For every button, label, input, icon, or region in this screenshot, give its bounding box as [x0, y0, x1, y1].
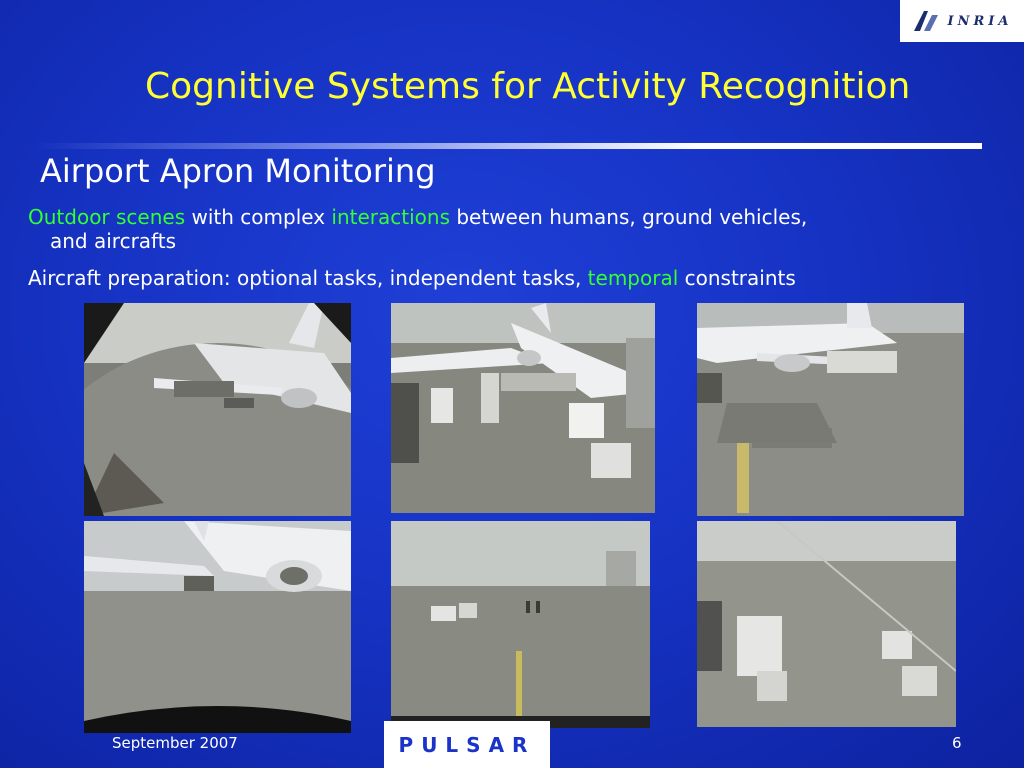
bullet1-text-c: and aircrafts	[50, 229, 177, 253]
highlight-outdoor-scenes: Outdoor scenes	[28, 205, 186, 229]
apron-photo-5	[391, 521, 650, 728]
apron-photo-3	[697, 303, 964, 516]
pulsar-logo: PULSAR	[384, 721, 550, 768]
apron-photo-6	[697, 521, 956, 727]
inria-logo	[900, 0, 1024, 42]
slide-subtitle: Airport Apron Monitoring	[40, 152, 436, 190]
bullet2-text-b: constraints	[678, 266, 796, 290]
title-divider	[36, 143, 982, 149]
page-number: 6	[952, 734, 962, 752]
bullet1-text-a: with complex	[185, 205, 332, 229]
highlight-interactions: interactions	[331, 205, 450, 229]
bullet-outdoor-scenes	[28, 205, 1013, 253]
apron-photo-4	[84, 521, 351, 733]
highlight-temporal: temporal	[587, 266, 679, 290]
footer-date: September 2007	[112, 734, 238, 752]
bullet2-text-a: Aircraft preparation: optional tasks, independent tasks,	[28, 266, 588, 290]
slide-title: Cognitive Systems for Activity Recognition	[145, 66, 911, 107]
inria-logo-text: INRIA	[947, 13, 1013, 29]
inria-mark-icon	[912, 9, 942, 33]
apron-photo-2	[391, 303, 655, 513]
bullet-aircraft-preparation	[28, 266, 1013, 290]
apron-photo-1	[84, 303, 351, 516]
bullet1-text-b: between humans, ground vehicles,	[450, 205, 808, 229]
